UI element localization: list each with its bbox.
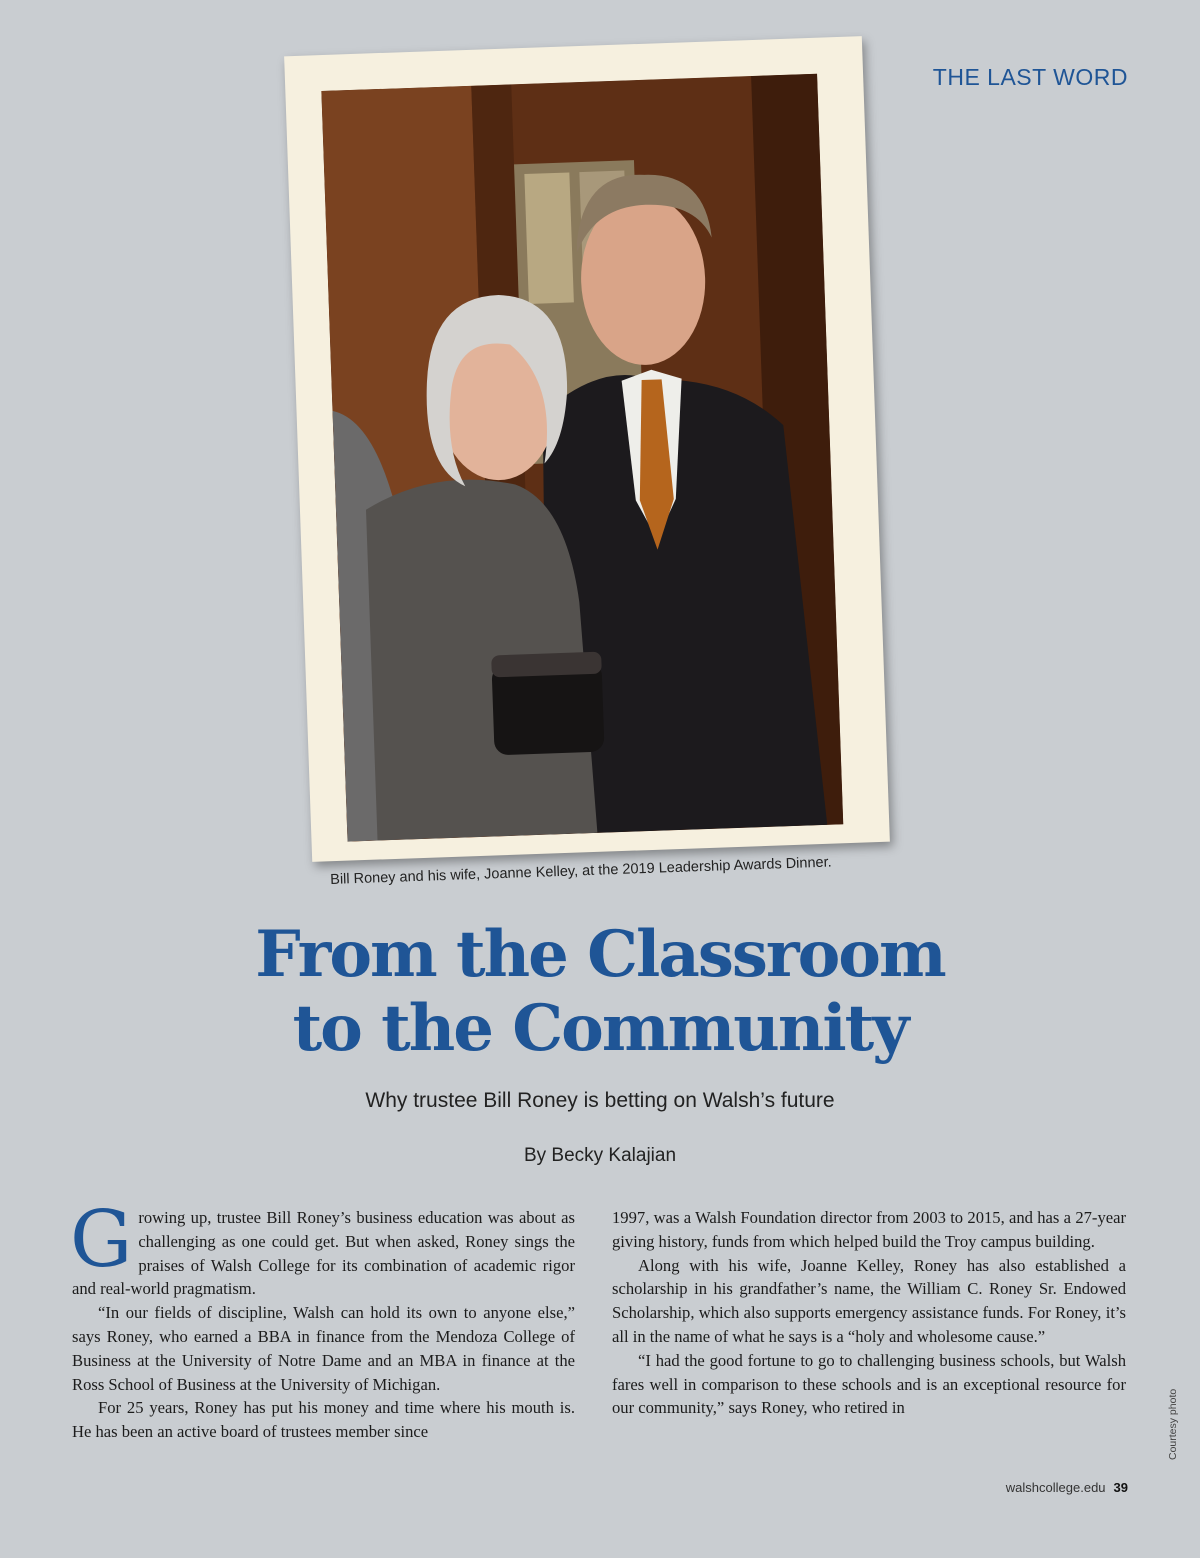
byline: By Becky Kalajian xyxy=(523,1145,677,1166)
paragraph: Along with his wife, Joanne Kelley, Roney has also established a scholarship in his grandfather’s name, the William C. Roney Sr. Endowed Scholarship, which also supports emergency assistance funds. For Roney, it’s all in the name of what he says is a “holy and wholesome cause.” xyxy=(612,1255,1126,1346)
article-column-2 xyxy=(612,1206,1126,1420)
paragraph: Growing up, trustee Bill Roney’s business education was about as challenging as one could get. But when asked, Roney sings the praises of Walsh College for its combination of academic rigor and real-world pragmatism. xyxy=(70,1195,575,1299)
photo-caption: Bill Roney and his wife, Joanne Kelley, at the 2019 Leadership Awards Dinner. xyxy=(330,854,832,888)
couple-photo xyxy=(321,74,843,842)
paragraph: “I had the good fortune to go to challenging business schools, but Walsh fares well in comparison to these schools and is an exceptional resource for our community,” says Roney, who retired in xyxy=(612,1350,1126,1418)
title-line-1: From the Classroom xyxy=(255,917,945,992)
article-column-1 xyxy=(70,1195,575,1444)
article-subtitle: Why trustee Bill Roney is betting on Walsh’s future xyxy=(365,1089,835,1112)
photo-credit: Courtesy photo xyxy=(1167,1388,1179,1460)
title-line-2: to the Community xyxy=(292,991,908,1066)
paragraph: “In our fields of discipline, Walsh can hold its own to anyone else,” says Roney, who earned a BBA in finance from the Mendoza College of Business at the University of Notre Dame and an MBA in finance at the Ross School of Business at the University of Michigan. xyxy=(72,1303,575,1394)
paragraph: 1997, was a Walsh Foundation director from 2003 to 2015, and has a 27-year giving history, funds from which helped build the Troy campus building. xyxy=(612,1208,1126,1251)
article-title xyxy=(0,918,1200,1066)
page-footer xyxy=(1006,1480,1128,1495)
drop-cap: G xyxy=(70,1195,133,1285)
page-number: 39 xyxy=(1113,1480,1128,1495)
photo-frame xyxy=(284,36,890,862)
section-label: THE LAST WORD xyxy=(932,64,1128,90)
paragraph: For 25 years, Roney has put his money and time where his mouth is. He has been an active board of trustees member since xyxy=(72,1398,575,1442)
site-url[interactable]: walshcollege.edu xyxy=(1005,1480,1106,1495)
